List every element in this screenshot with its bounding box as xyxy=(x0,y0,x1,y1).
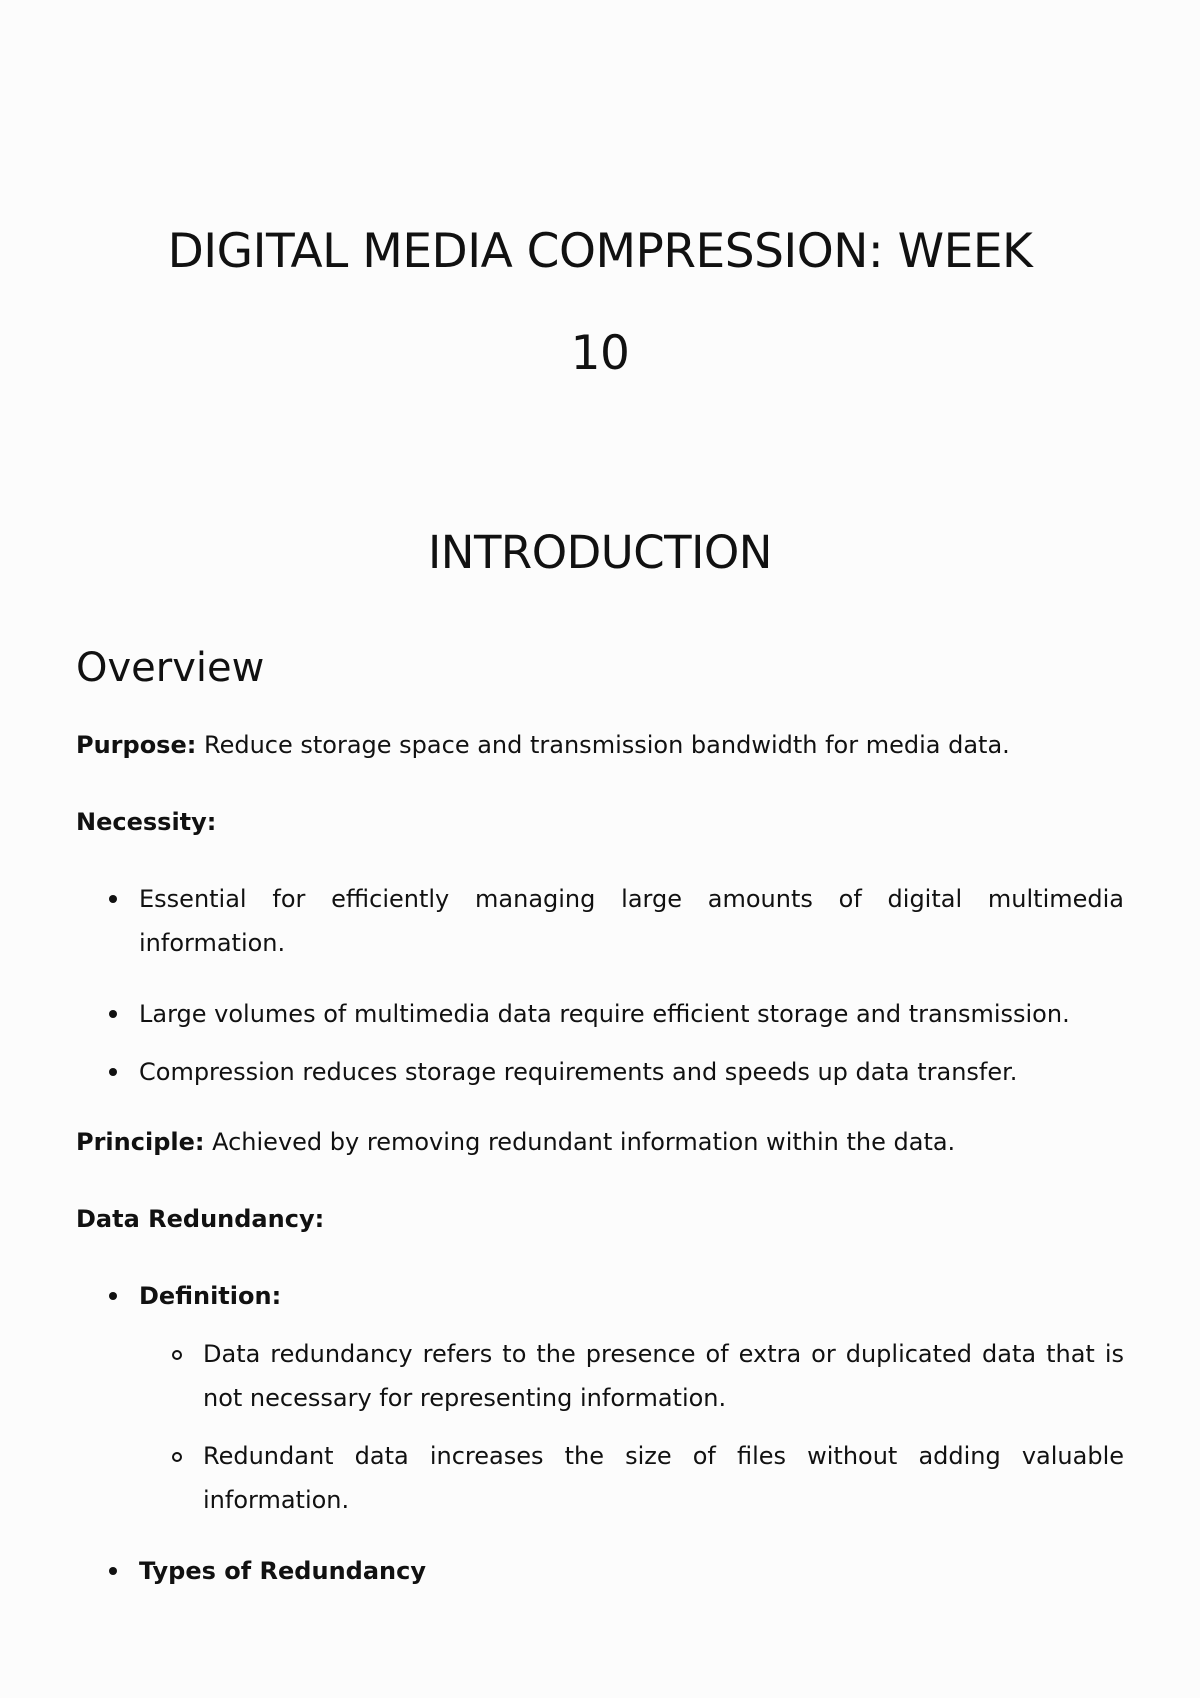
overview-heading: Overview xyxy=(76,645,265,691)
purpose-label: Purpose: xyxy=(76,731,197,759)
definition-item-1: Data redundancy refers to the presence of extra or duplicated data that is not necessary for representing information. xyxy=(203,1340,1124,1412)
principle-label: Principle: xyxy=(76,1128,205,1156)
bullet-dot xyxy=(109,1068,117,1076)
bullet-dot xyxy=(109,1010,117,1018)
bullet-dot xyxy=(109,1292,117,1300)
necessity-item-2: Large volumes of multimedia data require efficient storage and transmission. xyxy=(139,1000,1070,1028)
section-heading: INTRODUCTION xyxy=(428,526,772,579)
definition-item-2: Redundant data increases the size of files without adding valuable information. xyxy=(203,1442,1124,1514)
document-title-line-1: DIGITAL MEDIA COMPRESSION: WEEK xyxy=(167,224,1033,279)
necessity-item-3: Compression reduces storage requirements and speeds up data transfer. xyxy=(139,1058,1018,1086)
document-title-line-2: 10 xyxy=(570,326,630,381)
purpose-text: Reduce storage space and transmission bandwidth for media data. xyxy=(196,731,1010,759)
purpose-paragraph xyxy=(76,723,1126,767)
principle-paragraph xyxy=(76,1120,1126,1164)
types-of-redundancy-label: Types of Redundancy xyxy=(139,1557,426,1585)
principle-text: Achieved by removing redundant information within the data. xyxy=(204,1128,956,1156)
necessity-paragraph xyxy=(76,800,1126,844)
sub-bullet-circle xyxy=(172,1452,182,1462)
bullet-dot xyxy=(109,895,117,903)
sub-bullet-circle xyxy=(172,1350,182,1360)
necessity-label: Necessity: xyxy=(76,808,217,836)
bullet-dot xyxy=(109,1567,117,1575)
data-redundancy-paragraph xyxy=(76,1197,1126,1241)
necessity-item-1: Essential for efficiently managing large amounts of digital multimedia information. xyxy=(139,885,1124,957)
data-redundancy-label: Data Redundancy: xyxy=(76,1205,325,1233)
definition-label: Definition: xyxy=(139,1282,282,1310)
